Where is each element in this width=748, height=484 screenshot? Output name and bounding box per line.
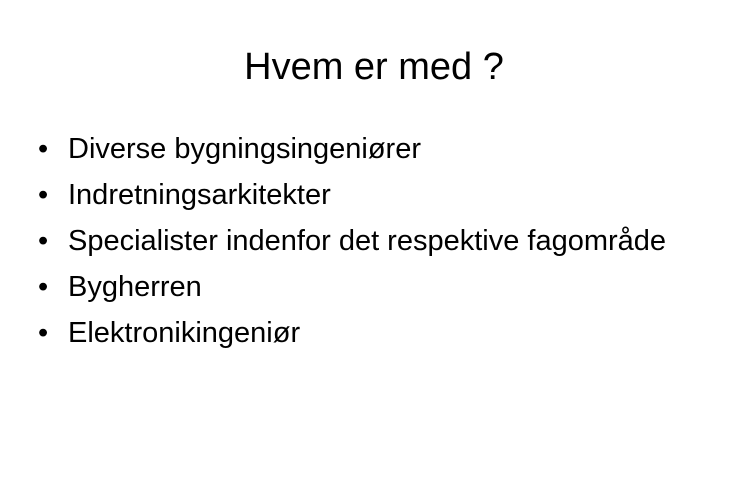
list-item-text: Elektronikingeniør	[68, 317, 301, 349]
bullet-icon: •	[38, 271, 49, 303]
list-item-text: Specialister indenfor det respektive fagområde	[68, 225, 667, 257]
list-item	[38, 316, 728, 351]
bullet-icon: •	[38, 225, 49, 257]
list-item-text: Indretningsarkitekter	[68, 179, 331, 211]
bullet-icon: •	[38, 133, 49, 165]
list-item	[38, 270, 728, 305]
list-item	[38, 224, 728, 259]
bullet-icon: •	[38, 179, 49, 211]
list-item-text: Diverse bygningsingeniører	[68, 133, 421, 165]
bullet-list	[38, 132, 728, 362]
bullet-icon: •	[38, 317, 49, 349]
list-item	[38, 178, 728, 213]
list-item	[38, 132, 728, 167]
list-item-text: Bygherren	[68, 271, 202, 303]
slide-title: Hvem er med ?	[244, 46, 504, 88]
